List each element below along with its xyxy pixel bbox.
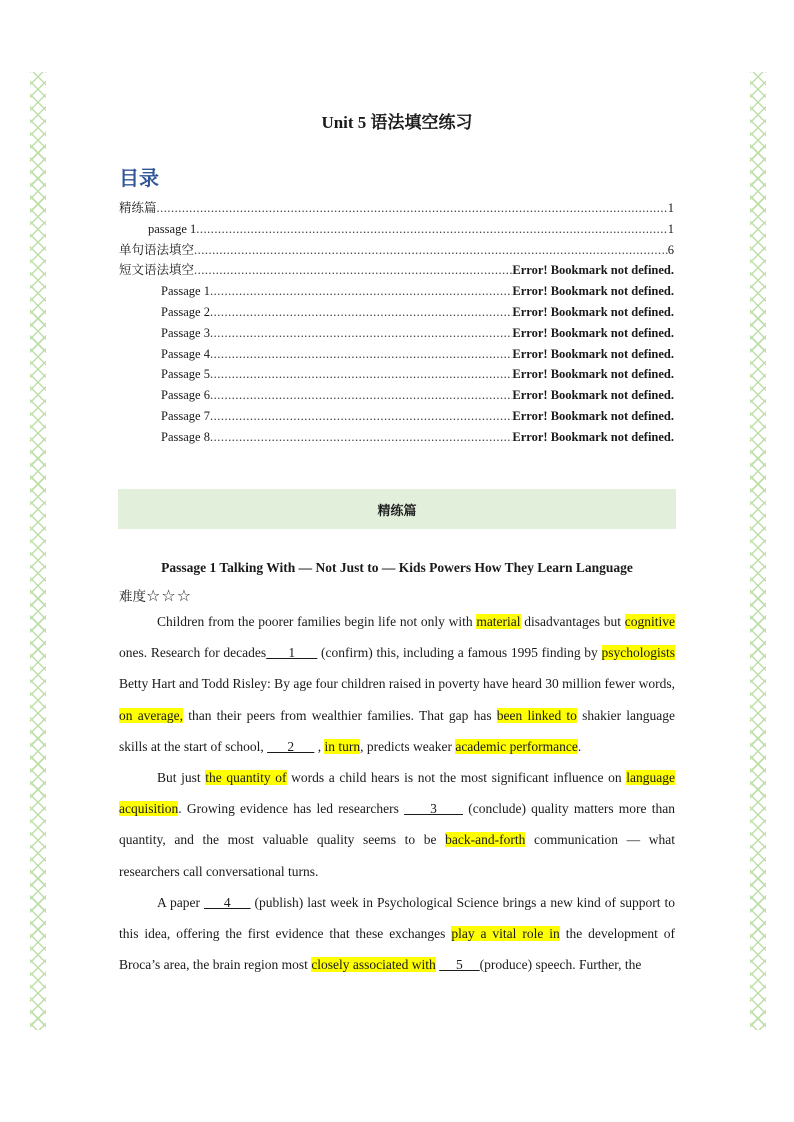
toc-entry[interactable] [119, 219, 674, 240]
toc-entry-page: Error! Bookmark not defined. [512, 429, 674, 444]
answer-blank[interactable]: 4 [203, 894, 251, 910]
toc-leader-dots [210, 281, 512, 302]
toc-entry-label: Passage 7 [161, 408, 210, 423]
text-run: . [577, 738, 582, 754]
highlighted-phrase: cognitive [624, 614, 675, 629]
section-heading: 精练篇 [377, 503, 417, 519]
text-run: (conclude) quality matters more than quantity, and the most valuable quality seems to be [119, 801, 676, 848]
toc-entry-page: Error! Bookmark not defined. [512, 325, 674, 340]
toc-leader-dots [210, 427, 512, 448]
toc-entry-label: Passage 4 [161, 346, 210, 361]
passage-title: Passage 1 Talking With — Not Just to — Kids Powers How They Learn Language [161, 560, 633, 575]
text-run: But just [157, 770, 206, 786]
text-run: the development of Broca’s area, the brain region most [119, 926, 676, 973]
toc-entry[interactable] [119, 406, 674, 427]
toc-entry[interactable] [119, 240, 674, 261]
toc-entry-label: 单句语法填空 [119, 242, 195, 257]
highlighted-phrase: academic performance [455, 738, 578, 754]
answer-blank[interactable]: 3 [404, 801, 463, 817]
toc-leader-dots [210, 302, 512, 323]
toc-entry-page: Error! Bookmark not defined. [512, 408, 674, 423]
decorative-border-right [750, 72, 766, 1030]
text-run: communication — what researchers call conversational turns. [119, 832, 675, 879]
answer-blank[interactable]: 1 [266, 645, 318, 661]
toc-heading: 目录 [119, 166, 159, 190]
toc-entry-page: 1 [667, 221, 674, 236]
highlighted-phrase: closely associated with [311, 957, 436, 973]
highlighted-phrase: the quantity of [205, 770, 287, 786]
answer-blank[interactable]: 5 [439, 957, 480, 973]
toc-entry-label: Passage 2 [161, 304, 210, 319]
toc-leader-dots [194, 240, 668, 261]
text-run: ones. Research for decades [119, 645, 267, 661]
toc-entry-page: 6 [667, 242, 674, 257]
toc-entry-label: Passage 5 [161, 367, 210, 382]
toc-entry-label: Passage 8 [161, 429, 210, 444]
toc-entry-label: Passage 1 [161, 284, 210, 299]
text-run: (produce) speech. Further, the [479, 957, 642, 973]
highlighted-phrase: in turn [324, 738, 361, 754]
text-run: , predicts weaker [360, 738, 456, 754]
toc-leader-dots [196, 219, 668, 240]
table-of-contents [119, 198, 674, 448]
toc-leader-dots [210, 364, 512, 385]
text-run: (publish) last week in Psychological Science brings a new kind of support to this idea, offering the first evidence that these exchanges [119, 894, 676, 942]
text-run: , [314, 738, 325, 754]
toc-entry-label: Passage 6 [161, 388, 210, 403]
toc-entry-page: Error! Bookmark not defined. [512, 304, 674, 319]
text-run: . Growing evidence has led researchers [178, 801, 405, 817]
toc-leader-dots [194, 260, 512, 281]
passage-paragraph [119, 762, 675, 887]
toc-entry-page: Error! Bookmark not defined. [512, 367, 674, 382]
toc-entry-page: Error! Bookmark not defined. [512, 388, 674, 403]
toc-entry-label: 短文语法填空 [119, 263, 195, 278]
toc-entry-label: passage 1 [148, 221, 197, 236]
toc-leader-dots [210, 406, 512, 427]
toc-entry-page: Error! Bookmark not defined. [512, 284, 674, 299]
toc-entry[interactable] [119, 302, 674, 323]
text-run: (confirm) this, including a famous 1995 finding by [317, 645, 602, 661]
toc-entry[interactable] [119, 344, 674, 365]
toc-entry-page: Error! Bookmark not defined. [512, 263, 674, 278]
toc-entry-page: Error! Bookmark not defined. [512, 346, 674, 361]
toc-leader-dots [210, 385, 512, 406]
text-run: shakier language skills at the start of school, [119, 707, 676, 754]
toc-entry-page: 1 [667, 201, 674, 215]
highlighted-phrase: back-and-forth [445, 832, 526, 848]
toc-entry[interactable] [119, 260, 674, 281]
toc-entry[interactable] [119, 385, 674, 406]
passage-body [119, 606, 675, 980]
toc-entry[interactable] [119, 364, 674, 385]
toc-entry-label: Passage 3 [161, 325, 210, 340]
highlighted-phrase: been linked to [496, 707, 577, 723]
highlighted-phrase: on average, [119, 707, 184, 723]
toc-entry[interactable] [119, 198, 674, 219]
difficulty-rating [119, 585, 192, 605]
toc-entry[interactable] [119, 427, 674, 448]
highlighted-phrase: psychologists [601, 645, 676, 661]
highlighted-phrase: material [476, 614, 521, 629]
difficulty-label: 难度 [119, 589, 146, 604]
text-run: Betty Hart and Todd Risley: By age four children raised in poverty have heard 30 million fewer words, [119, 676, 675, 692]
toc-leader-dots [210, 323, 512, 344]
decorative-border-left [30, 72, 46, 1030]
highlighted-phrase: language acquisition [119, 770, 676, 817]
toc-leader-dots [157, 198, 668, 219]
passage-paragraph [119, 606, 675, 762]
text-run: than their peers from wealthier families. That gap has [183, 707, 497, 723]
section-heading-bar [118, 489, 676, 529]
document-title: Unit 5 语法填空练习 [321, 113, 473, 132]
text-run: A paper [157, 894, 204, 910]
toc-entry-label: 精练篇 [119, 201, 157, 215]
toc-entry[interactable] [119, 323, 674, 344]
text-run: words a child hears is not the most significant influence on [286, 770, 627, 786]
toc-leader-dots [210, 344, 512, 365]
highlighted-phrase: play a vital role in [451, 926, 560, 942]
toc-entry[interactable] [119, 281, 674, 302]
text-run: disadvantages but [520, 614, 625, 629]
passage-paragraph [119, 887, 675, 981]
star-rating-icon: ☆☆☆ [146, 586, 193, 605]
text-run: Children from the poorer families begin life not only with [157, 614, 477, 629]
answer-blank[interactable]: 2 [267, 738, 315, 754]
